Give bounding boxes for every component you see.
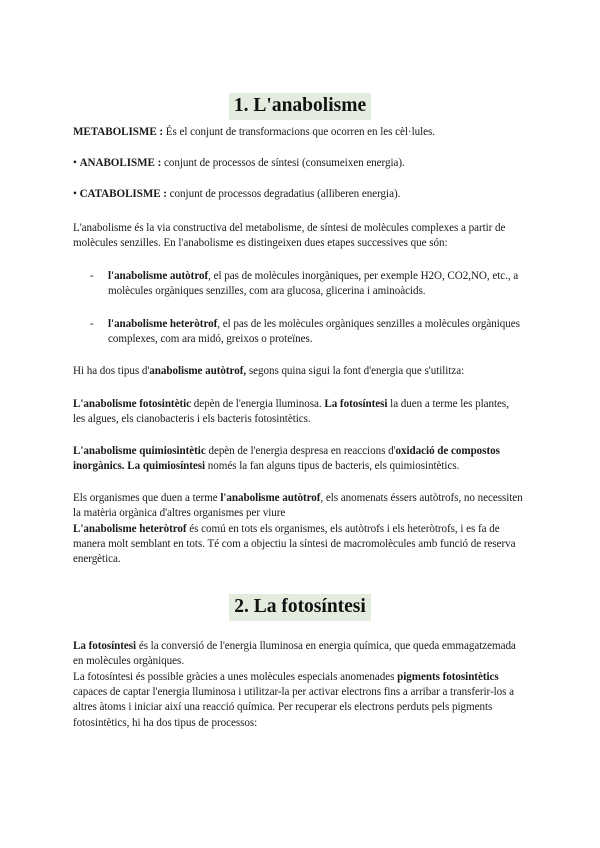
list-dash: - [90, 270, 94, 282]
list-dash: - [90, 318, 94, 330]
section-2-title: 2. La fotosíntesi [229, 594, 371, 621]
list-item-term: l'anabolisme autòtrof [108, 270, 209, 282]
quimiosintetic-term: L'anabolisme quimiosintètic [73, 445, 206, 457]
section-2-heading [0, 594, 600, 621]
heterotrof-term: L'anabolisme heteròtrof [73, 523, 187, 535]
anabolisme-bullet [73, 156, 523, 171]
fotosintetic-paragraph [73, 397, 523, 427]
pigments-pre: La fotosíntesi és possible gràcies a unes molècules especials anomenades [73, 671, 398, 683]
metabolisme-definition [73, 125, 523, 140]
pigments-term: pigments fotosintètics [397, 671, 499, 683]
oxidacio-term: oxidació de compostos inorgànics. La quimiosíntesi [73, 445, 500, 473]
fotosintetic-end: la duen a terme les plantes, les algues, els cianobacteris i els bacteris fotosintètics. [73, 398, 509, 426]
section-1-heading [0, 93, 600, 120]
two-types-term: anabolisme autòtrof, [149, 365, 247, 377]
metabolisme-text: És el conjunt de transformacions que ocorren en les cèl·lules. [163, 126, 436, 138]
anabolisme-text: conjunt de processos de síntesi (consumeixen energia). [161, 157, 405, 169]
heterotrof-paragraph [73, 522, 523, 568]
pigments-end: capaces de captar l'energia lluminosa i utilitzar-la per activar electrons fins a arribar a transferir-los a altres àtoms i iniciar així una reacció química. Per recuperar els electrons perduts pels pigments fotosintètics, hi ha dos tipus de processos: [73, 686, 515, 729]
bullet-symbol: • [73, 157, 80, 169]
catabolisme-term: CATABOLISME : [79, 188, 167, 200]
fotosintetic-term: L'anabolisme fotosintètic [73, 398, 192, 410]
fotosintesi-def-text: és la conversió de l'energia lluminosa en energia química, que queda emmagatzemada en molècules orgàniques. [73, 640, 516, 668]
list-item-text: , el pas de molècules inorgàniques, per exemple H2O, CO2,NO, etc., a molècules orgàniques senzilles, com ara glucosa, glicerina i aminoàcids. [108, 270, 519, 298]
pigments-paragraph [73, 670, 523, 731]
organismes-term: l'anabolisme autòtrof [220, 492, 321, 504]
anabolisme-intro-paragraph: L'anabolisme és la via constructiva del metabolisme, de síntesi de molècules complexes a partir de molècules senzilles. En l'anabolisme es distingeixen dues etapes successives que són: [73, 222, 506, 250]
fotosintesi-def-term: La fotosíntesi [73, 640, 137, 652]
fotosintetic-mid: depèn de l'energia lluminosa. [191, 398, 325, 410]
anabolisme-term: ANABOLISME : [79, 157, 162, 169]
list-item-term: l'anabolisme heteròtrof [108, 318, 218, 330]
list-item [90, 269, 520, 299]
fotosintesi-term: La fotosíntesi [324, 398, 388, 410]
two-types-post: segons quina sigui la font d'energia que s'utilitza: [246, 365, 465, 377]
catabolisme-bullet [73, 187, 523, 202]
organismes-paragraph [73, 491, 523, 521]
organismes-end: , els anomenats éssers autòtrofs, no necessiten la matèria orgànica d'altres organismes per viure [73, 492, 523, 520]
list-item [90, 317, 520, 347]
quimiosintetic-end: només la fan alguns tipus de bacteris, els quimiosintètics. [205, 460, 460, 473]
two-types-pre: Hi ha dos tipus d' [73, 365, 150, 377]
list-item-text: , el pas de les molècules orgàniques senzilles a molècules orgàniques complexes, com ara midó, greixos o proteïnes. [108, 318, 520, 346]
bullet-symbol: • [73, 188, 80, 200]
organismes-pre: Els organismes que duen a terme [73, 492, 221, 504]
heterotrof-end: és comú en tots els organismes, els autòtrofs i els heteròtrofs, i es fa de manera molt semblant en tots. Té com a objectiu la síntesi de macromolècules amb funció de reserva energètica. [73, 523, 516, 566]
two-types-paragraph [73, 364, 523, 379]
quimiosintetic-mid: depèn de l'energia despresa en reaccions d' [205, 445, 396, 457]
metabolisme-term: METABOLISME : [73, 126, 164, 138]
section-1-title: 1. L'anabolisme [229, 93, 371, 120]
quimiosintetic-paragraph [73, 444, 523, 474]
fotosintesi-definition [73, 639, 523, 669]
catabolisme-text: conjunt de processos degradatius (alliberen energia). [166, 188, 401, 200]
